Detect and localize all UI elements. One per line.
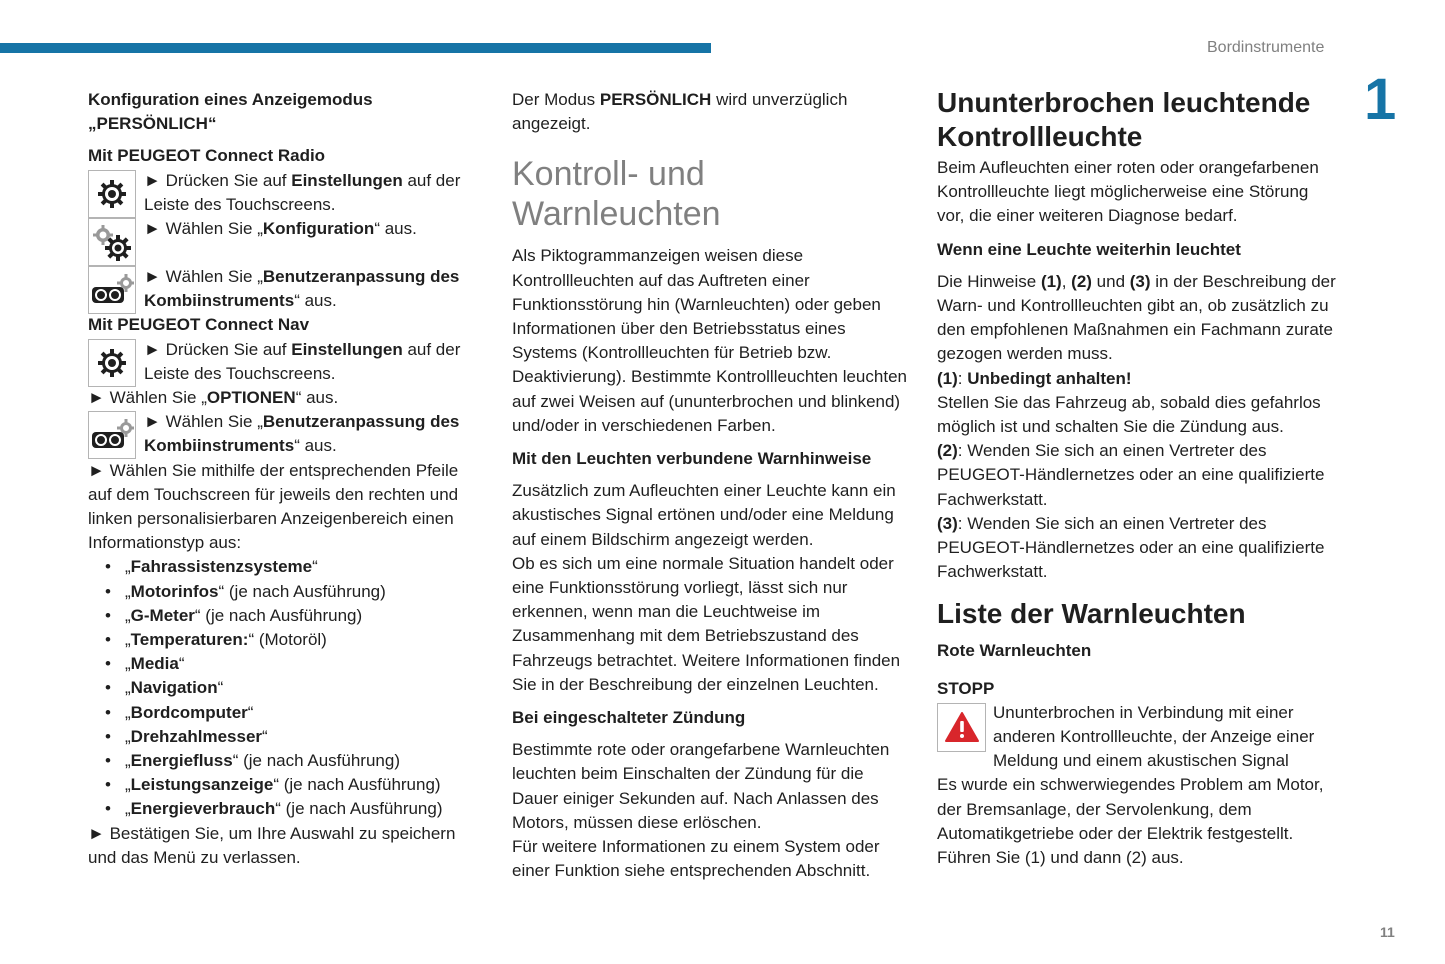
chapter-number: 1 [1364, 67, 1397, 132]
stop-heading: STOPP [937, 678, 995, 698]
list-item: • „Leistungsanzeige“ (je nach Ausführung) [88, 773, 473, 797]
radio-heading: Mit PEUGEOT Connect Radio [88, 146, 326, 166]
nav-step-options: ► Wählen Sie „OPTIONEN“ aus. [88, 386, 473, 410]
list-item: • „G-Meter“ (je nach Ausführung) [88, 604, 473, 628]
list-item: • „Drehzahlmesser“ [88, 725, 473, 749]
nav-step-settings: ► Drücken Sie auf Einstellungen auf der Leiste des Touchscreens. [88, 338, 473, 386]
instrument-panel-settings-icon [88, 266, 136, 314]
list-title: Liste der Warnleuchten [937, 598, 1246, 630]
config-title: Konfiguration eines Anzeigemodus „PERSÖNLICH“ [88, 90, 373, 134]
paragraph: Beim Aufleuchten einer roten oder orangefarbenen Kontrollleuchte liegt möglicherweise eine Störung vor, die einer weiteren Diagnose bedarf. [937, 158, 1319, 226]
paragraph: Für weitere Informationen zu einem System oder einer Funktion siehe entsprechenden Abschnitt. [512, 837, 880, 881]
subheading: Mit den Leuchten verbundene Warnhinweise [512, 449, 872, 469]
list-item: • „Fahrassistenzsysteme“ [88, 555, 473, 579]
header-accent-bar [0, 43, 711, 53]
list-item: • „Bordcomputer“ [88, 701, 473, 725]
configuration-gears-icon [88, 218, 136, 266]
nav-heading: Mit PEUGEOT Connect Nav [88, 315, 310, 335]
paragraph: Als Piktogrammanzeigen weisen diese Kontrollleuchten auf das Auftreten einer Funktionsstörung hin (Warnleuchten) oder geben Informationen über den Betriebsstatus eines Systems (Kontrollleuchten für Betrieb bzw. Deaktivierung). Bestimmte Kontrollleuchten leuchten auf zwei Weisen auf (ununterbrochen und blinkend) und/oder in verschiedenen Farben. [512, 246, 907, 435]
subheading: Bei eingeschalteter Zündung [512, 708, 746, 728]
column-middle [512, 88, 908, 883]
list-item: • „Motorinfos“ (je nach Ausführung) [88, 580, 473, 604]
info-type-list [88, 555, 473, 821]
nav-step-customization: ► Wählen Sie „Benutzeranpassung des Kombiinstruments“ aus. [88, 410, 473, 458]
radio-step-settings: ► Drücken Sie auf Einstellungen auf der Leiste des Touchscreens. [88, 169, 473, 217]
paragraph: Bestimmte rote oder orangefarbene Warnleuchten leuchten beim Einschalten der Zündung für die Dauer einiger Sekunden auf. Nach Anlassen des Motors, müssen diese erlöschen. [512, 740, 890, 832]
red-lights-heading: Rote Warnleuchten [937, 641, 1092, 661]
list-item: • „Energieverbrauch“ (je nach Ausführung) [88, 797, 473, 821]
note-3: (3): Wenden Sie sich an einen Vertreter des PEUGEOT-Händlernetzes oder an eine qualifizierte Fachwerkstatt. [937, 513, 1325, 582]
paragraph: Zusätzlich zum Aufleuchten einer Leuchte kann ein akustisches Signal ertönen und/oder eine Meldung auf einem Bildschirm angezeigt werden. [512, 481, 896, 549]
settings-gear-icon [88, 170, 136, 218]
note-1: (1): Unbedingt anhalten! [937, 368, 1132, 388]
column-right [937, 86, 1337, 870]
instrument-panel-settings-icon [88, 411, 136, 459]
hint-paragraph: Die Hinweise (1), (2) und (3) in der Beschreibung der Warn- und Kontrollleuchten gibt an, ob zusätzlich zu den empfohlenen Maßnahmen ein Fachmann zurate gezogen werden muss. [937, 271, 1336, 364]
settings-gear-icon [88, 339, 136, 387]
section-name: Bordinstrumente [1207, 39, 1325, 56]
warning-triangle-icon [937, 703, 986, 752]
list-item: • „Energiefluss“ (je nach Ausführung) [88, 749, 473, 773]
paragraph: Ob es sich um eine normale Situation handelt oder eine Funktionsstörung vorliegt, lässt sich nur erkennen, wenn man die Leuchtweise im Zusammenhang mit dem Betriebszustand des Fahrzeugs betrachtet. Weitere Informationen finden Sie in der Beschreibung der einzelnen Leuchten. [512, 553, 901, 694]
mode-intro: Der Modus PERSÖNLICH wird unverzüglich angezeigt. [512, 90, 848, 134]
list-item: • „Temperaturen:“ (Motoröl) [88, 628, 473, 652]
section-title: Ununterbrochen leuchtende Kontrollleuchte [937, 87, 1311, 152]
column-left [88, 88, 473, 870]
subheading: Wenn eine Leuchte weiterhin leuchtet [937, 239, 1241, 259]
paragraph: Es wurde ein schwerwiegendes Problem am Motor, der Bremsanlage, der Servolenkung, dem Automatikgetriebe oder der Elektrik festgestellt. [937, 775, 1324, 843]
note-1-text: Stellen Sie das Fahrzeug ab, sobald dies gefahrlos möglich ist und schalten Sie die Zündung aus. [937, 392, 1321, 437]
page-number: 11 [1380, 924, 1395, 940]
radio-step-customization: ► Wählen Sie „Benutzeranpassung des Kombiinstruments“ aus. [88, 265, 473, 313]
stop-description: Ununterbrochen in Verbindung mit einer anderen Kontrollleuchte, der Anzeige einer Meldung und einem akustischen Signal [937, 701, 1337, 774]
confirm-instruction: ► Bestätigen Sie, um Ihre Auswahl zu speichern und das Menü zu verlassen. [88, 822, 473, 870]
paragraph: Führen Sie (1) und dann (2) aus. [937, 848, 1184, 868]
note-2: (2): Wenden Sie sich an einen Vertreter des PEUGEOT-Händlernetzes oder an eine qualifizierte Fachwerkstatt. [937, 441, 1325, 509]
section-title: Kontroll- und Warnleuchten [512, 155, 721, 234]
list-item: • „Media“ [88, 652, 473, 676]
select-instruction: ► Wählen Sie mithilfe der entsprechenden Pfeile auf dem Touchscreen für jeweils den rechten und linken personalisierbaren Anzeigenbereich einen Informationstyp aus: [88, 459, 473, 556]
radio-step-configuration: ► Wählen Sie „Konfiguration“ aus. [88, 217, 473, 265]
list-item: • „Navigation“ [88, 676, 473, 700]
